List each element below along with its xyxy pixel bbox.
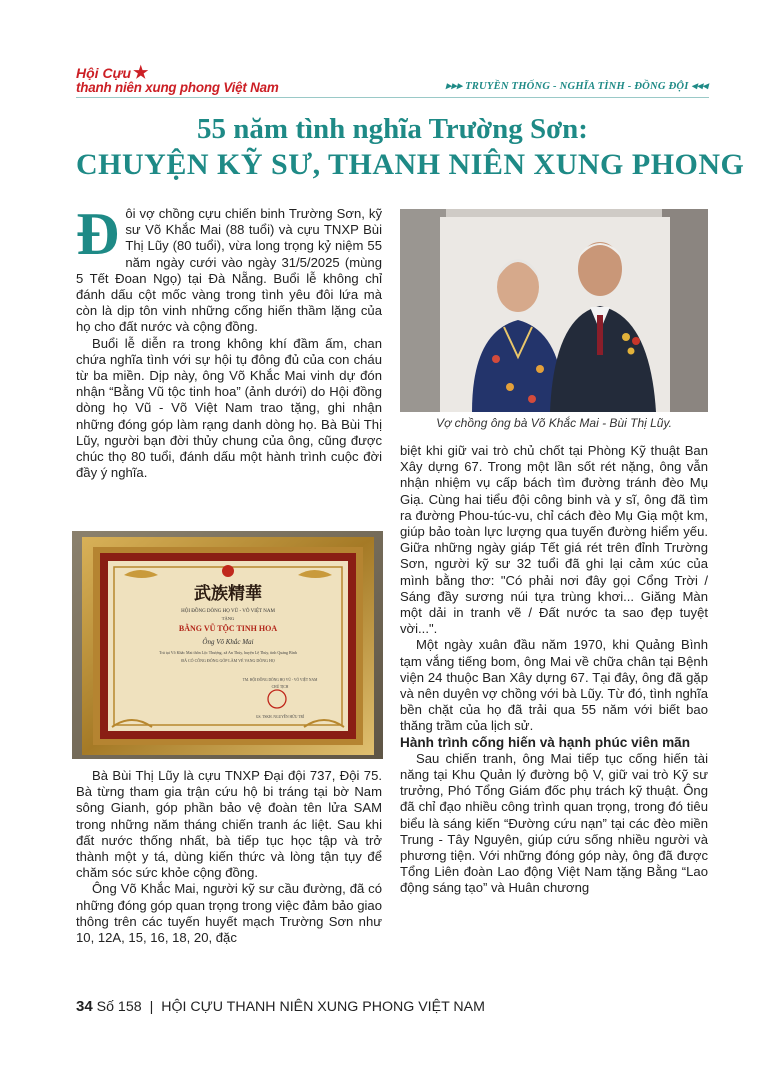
certificate-body2: ĐÃ CÓ CÔNG ĐÓNG GÓP LÀM VẺ VANG DÒNG HỌ — [181, 658, 275, 663]
photo-caption: Vợ chồng ông bà Võ Khắc Mai - Bùi Thị Lũy. — [436, 416, 672, 430]
article-title-line2: CHUYỆN KỸ SƯ, THANH NIÊN XUNG PHONG — [76, 148, 745, 181]
paragraph: Ông Võ Khắc Mai, người kỹ sư cầu đường, đã có những đóng góp quan trọng trong việc đảm bảo giao thông trên các tuyến huyết mạch Trường Sơn như 10, 12A, 15, 16, 18, 20, đặc — [76, 881, 382, 946]
page-number: 34 — [76, 998, 93, 1015]
issue-number: Số 158 — [96, 999, 142, 1015]
paragraph: biệt khi giữ vai trò chủ chốt tại Phòng Kỹ thuật Ban Xây dựng 67. Trong một lần sốt rét nặng, ông vẫn nhận nhiệm vụ cấp bách tìm đường tránh đèo Mụ Giạ. Cùng hai tiểu đội công binh và y sĩ, ông đã tìm ra đường Phou-túc-vu, chỉ cách đèo Mụ Giạ một km, giúp bảo toàn lực lượng qua tuyến đường hiểm yếu. Giữa những ngày giáp Tết giá rét trên đỉnh Trường Sơn, người kỹ sư 32 tuổi đã ghi lại cảm xúc của mình bằng thơ: "Có phải nơi đây gọi Cổng Trời / Sáng đầy sương núi tựa trùng khơi... Giăng Màn một dải in tranh vẽ / Đất nước ta sao đẹp tuyệt vời...". — [400, 443, 708, 637]
certificate-recipient: Ông Võ Khắc Mai — [202, 638, 254, 646]
header-tagline: ▸▸▸ TRUYỀN THỐNG - NGHĨA TÌNH - ĐỒNG ĐỘI ◂◂◂ — [445, 81, 708, 92]
paragraph: Buổi lễ diễn ra trong không khí đầm ấm, chan chứa nghĩa tình với sự hội tụ đông đủ của con cháu từ ba miền. Dịp này, ông Võ Khắc Mai vinh dự đón nhận “Bằng Vũ tộc tinh hoa” (ảnh dưới) do Hội đồng dòng họ Vũ - Võ Việt Nam trao tặng, ghi nhận những đóng góp làm rạng danh dòng họ. Bà Bùi Thị Lũy, người bạn đời thủy chung của ông, cũng được chúc thọ 80 tuổi, đánh dấu một hành trình cuộc đời đầy ý nghĩa. — [76, 335, 382, 481]
paragraph: Bà Bùi Thị Lũy là cựu TNXP Đại đội 737, Đội 75. Bà từng tham gia trận cứu hộ bi tráng tại bờ Nam sông Gianh, góp phần bảo vệ đoàn tên lửa SAM trong những năm tháng chiến tranh ác liệt. Sau khi đất nước thống nhất, bà tiếp tục học tập và trở thành một y tá, dùng kiến thức và lòng tận tụy để chăm sóc sức khỏe cộng đồng. — [76, 768, 382, 881]
certificate-title-chair: CHỦ TỊCH — [271, 685, 289, 689]
sun-emblem-icon — [222, 565, 234, 577]
article-title-line1: 55 năm tình nghĩa Trường Sơn: — [197, 113, 588, 145]
certificate-graphic — [72, 531, 383, 759]
certificate-tang: TẶNG — [221, 616, 235, 621]
certificate-chairman: TM. HỘI ĐỒNG DÒNG HỌ VŨ - VÕ VIỆT NAM — [242, 678, 318, 682]
paragraph: ôi vợ chồng cựu chiến binh Trường Sơn, kỹ sư Võ Khắc Mai (88 tuổi) và cựu TNXP Bùi Thị Lũy (80 tuổi), vừa long trọng kỷ niệm 55 năm ngày cưới vào ngày 31/5/2025 (mùng 5 Tết Đoan Ngọ) tại Đà Nẵng. Buổi lễ không chỉ đánh dấu cột mốc vàng trong tình yêu đôi lứa mà còn là dịp tôn vinh những cống hiến thầm lặng của họ cho đất nước và cộng đồng. — [76, 206, 382, 335]
logo-line1: Hội Cựu — [76, 65, 132, 81]
drop-cap: Đ — [76, 201, 120, 267]
page-footer — [76, 998, 485, 1015]
certificate-award: BẰNG VŨ TỘC TINH HOA — [178, 624, 278, 633]
certificate-cjk-heading: 武族精華 — [194, 584, 262, 604]
footer-publication: HỘI CỰU THANH NIÊN XUNG PHONG VIỆT NAM — [161, 999, 485, 1015]
certificate-council: HỘI ĐỒNG DÒNG HỌ VŨ - VÕ VIỆT NAM — [181, 609, 275, 614]
publication-logo — [76, 63, 279, 95]
certificate-image — [72, 531, 383, 759]
certificate-signer: GS. TSKH. NGUYỄN HỮU TRÌ — [255, 715, 305, 719]
left-column-top — [76, 201, 382, 481]
couple-photo-graphic — [400, 209, 708, 412]
right-column — [400, 443, 708, 897]
paragraph: Sau chiến tranh, ông Mai tiếp tục cống hiến tài năng tại Khu Quản lý đường bộ V, giữ vai trò Kỹ sư trưởng, Phó Tổng Giám đốc phụ trách kỹ thuật. Ông đã chỉ đạo nhiều công trình quan trọng, trong đó tiêu biểu là sáng kiến “Đường cứu nạn” tại các đèo miền Trung - Tây Nguyên, giúp cứu sống nhiều người và phương tiện. Với những đóng góp này, ông đã được Tổng Liên đoàn Lao động Việt Nam tặng Bằng “Lao động sáng tạo” và Huân chương — [400, 750, 708, 896]
paragraph: Một ngày xuân đầu năm 1970, khi Quảng Bình tạm vắng tiếng bom, ông Mai về chữa chân tại Bệnh viện 24 thuộc Ban Xây dựng 67. Tại đây, ông đã gặp và nên duyên vợ chồng với bà Lũy. Từ đó, tình nghĩa bền chặt của họ đã trải qua 55 năm với biết bao thăng trầm của lịch sử. — [400, 637, 708, 734]
header-divider — [76, 97, 709, 98]
couple-photo — [400, 209, 708, 412]
section-subheading: Hành trình cống hiến và hạnh phúc viên mãn — [400, 734, 691, 750]
left-column-bottom — [76, 768, 382, 946]
footer-separator: | — [149, 999, 154, 1015]
star-icon: ★ — [133, 63, 149, 82]
logo-line2: thanh niên xung phong Việt Nam — [76, 80, 279, 95]
certificate-body1: Trú tại Võ Khắc Mai thôn Lộc Thượng, xã An Thủy, huyện Lệ Thủy, tỉnh Quảng Bình — [159, 650, 297, 655]
